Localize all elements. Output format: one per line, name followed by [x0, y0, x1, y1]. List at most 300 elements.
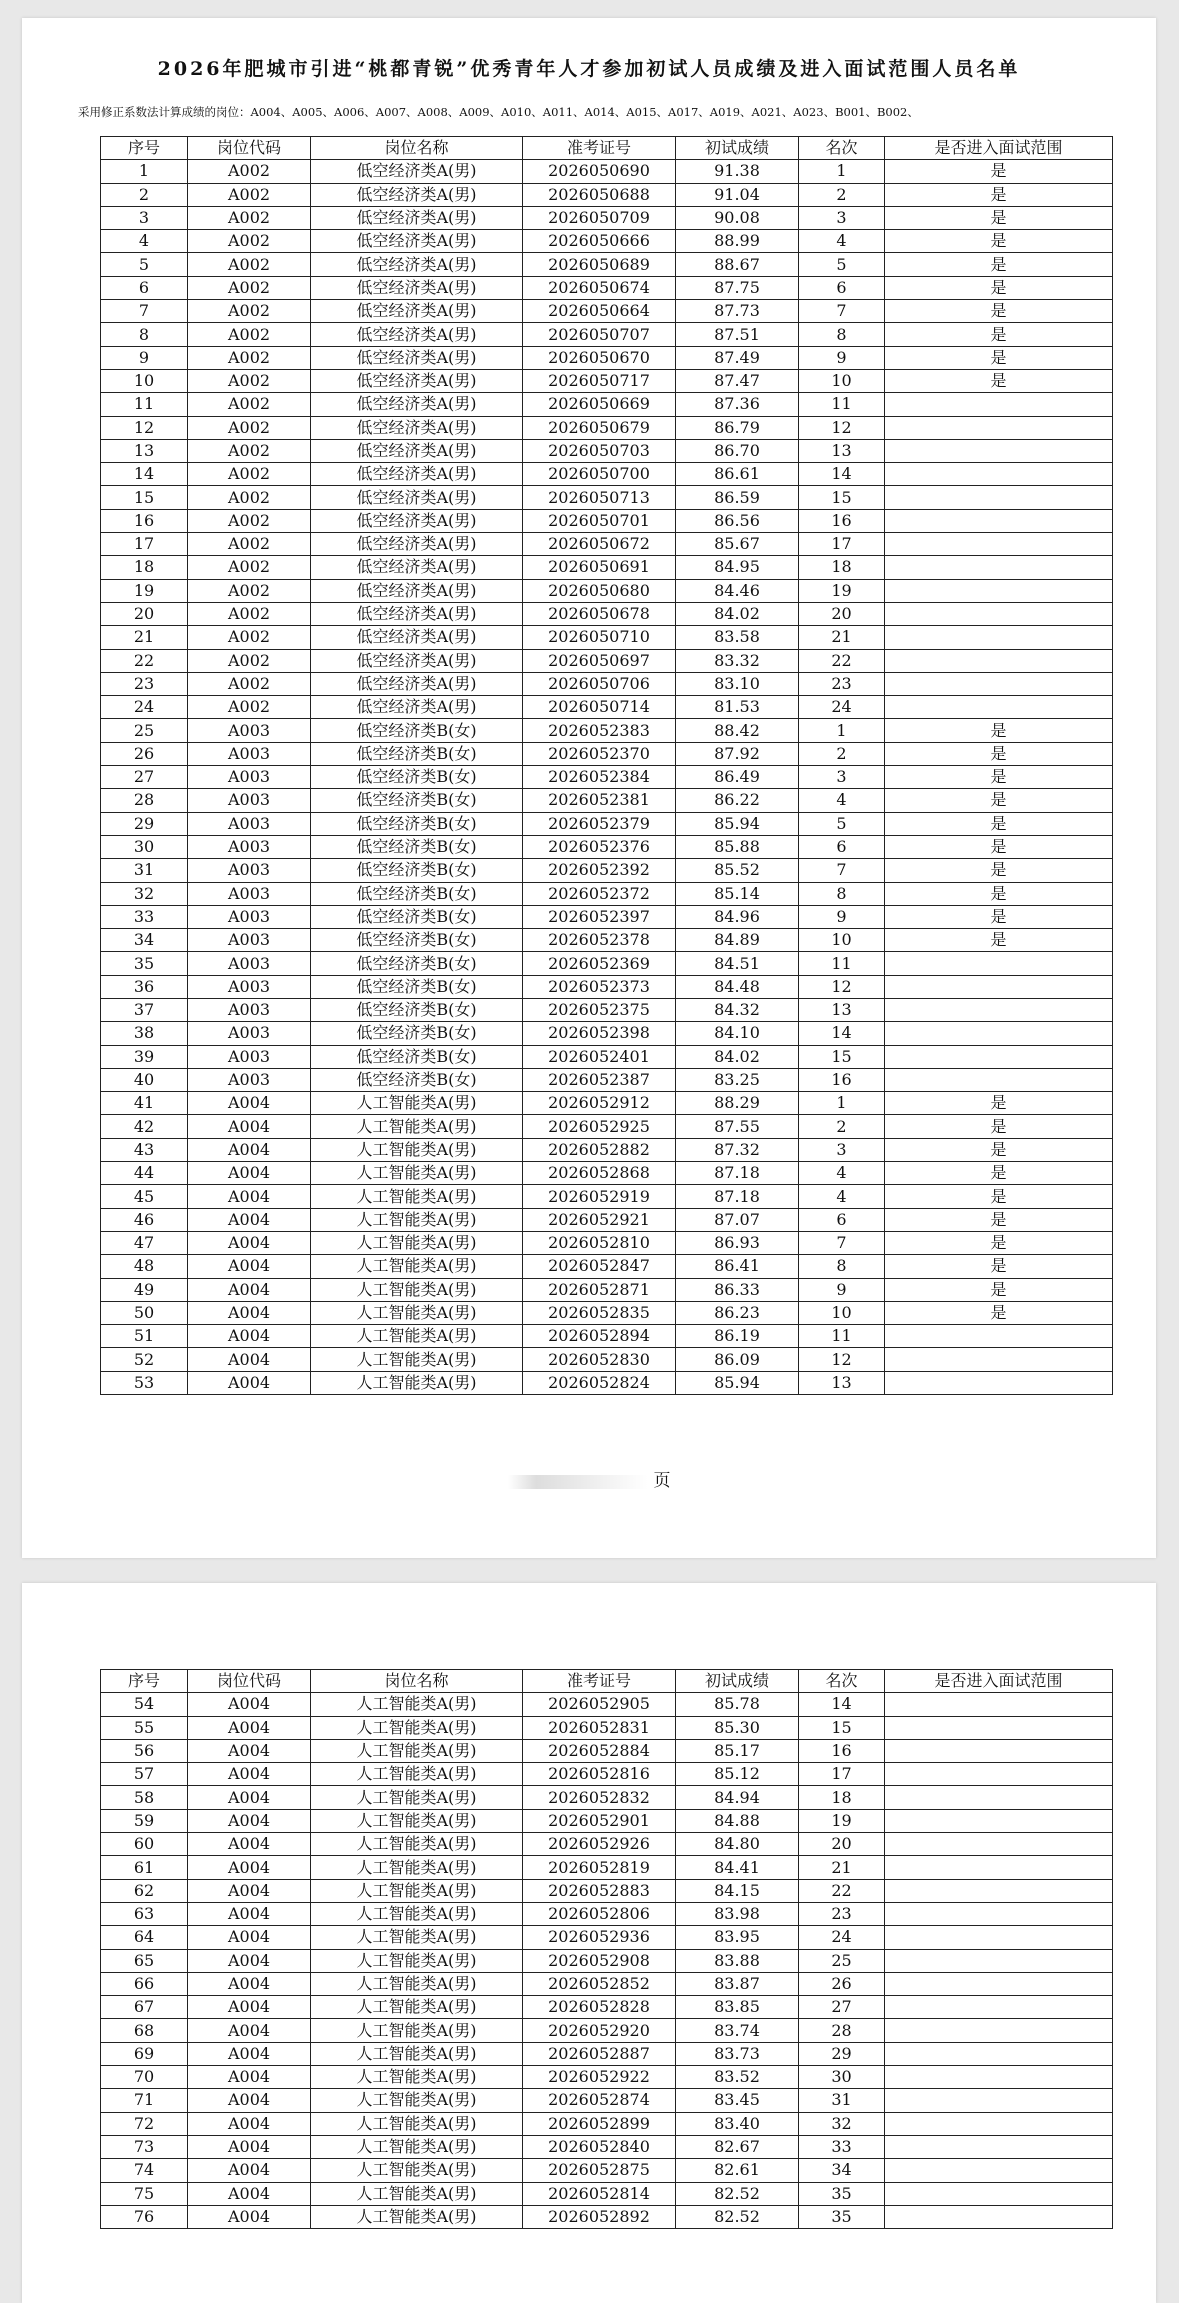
- cell-ticket-number: 2026050678: [523, 602, 676, 625]
- cell-seq: 76: [101, 2205, 188, 2228]
- cell-ticket-number: 2026052882: [523, 1138, 676, 1161]
- cell-ticket-number: 2026052912: [523, 1092, 676, 1115]
- cell-score: 83.40: [676, 2112, 799, 2135]
- cell-post-name: 人工智能类A(男): [311, 2159, 523, 2182]
- cell-seq: 11: [101, 393, 188, 416]
- cell-post-name: 低空经济类A(男): [311, 533, 523, 556]
- table-row: [101, 206, 1113, 229]
- cell-ticket-number: 2026052847: [523, 1255, 676, 1278]
- cell-score: 84.80: [676, 1833, 799, 1856]
- cell-interview: [885, 2089, 1113, 2112]
- cell-post-code: A003: [188, 998, 311, 1021]
- cell-score: 87.36: [676, 393, 799, 416]
- cell-interview: [885, 1763, 1113, 1786]
- cell-interview: 是: [885, 882, 1113, 905]
- cell-score: 83.98: [676, 1902, 799, 1925]
- cell-post-name: 低空经济类A(男): [311, 649, 523, 672]
- cell-seq: 23: [101, 672, 188, 695]
- table-row: [101, 1068, 1113, 1091]
- cell-interview: 是: [885, 1115, 1113, 1138]
- cell-seq: 57: [101, 1763, 188, 1786]
- cell-post-name: 人工智能类A(男): [311, 1115, 523, 1138]
- page-number-blurred: [508, 1475, 648, 1489]
- cell-seq: 25: [101, 719, 188, 742]
- cell-score: 86.70: [676, 439, 799, 462]
- table-row: [101, 835, 1113, 858]
- cell-rank: 7: [799, 1231, 885, 1254]
- cell-ticket-number: 2026050707: [523, 323, 676, 346]
- correction-note: 采用修正系数法计算成绩的岗位：A004、A005、A006、A007、A008、A009、A010、A011、A014、A015、A017、A019、A021、A023、B001、B002、: [78, 105, 919, 119]
- cell-interview: 是: [885, 905, 1113, 928]
- cell-ticket-number: 2026052816: [523, 1763, 676, 1786]
- table-row: [101, 183, 1113, 206]
- cell-rank: 4: [799, 230, 885, 253]
- cell-rank: 9: [799, 1278, 885, 1301]
- cell-post-code: A004: [188, 2042, 311, 2065]
- cell-post-name: 人工智能类A(男): [311, 1949, 523, 1972]
- cell-post-code: A003: [188, 719, 311, 742]
- cell-interview: [885, 1902, 1113, 1925]
- cell-rank: 4: [799, 1185, 885, 1208]
- cell-ticket-number: 2026052922: [523, 2066, 676, 2089]
- table-row: [101, 1926, 1113, 1949]
- cell-rank: 15: [799, 1045, 885, 1068]
- cell-seq: 58: [101, 1786, 188, 1809]
- cell-score: 83.52: [676, 2066, 799, 2089]
- cell-post-code: A003: [188, 835, 311, 858]
- cell-rank: 29: [799, 2042, 885, 2065]
- cell-post-code: A002: [188, 579, 311, 602]
- cell-ticket-number: 2026052369: [523, 952, 676, 975]
- cell-post-code: A004: [188, 2205, 311, 2228]
- cell-rank: 15: [799, 486, 885, 509]
- table-row: [101, 1348, 1113, 1371]
- cell-interview: 是: [885, 719, 1113, 742]
- table-row: [101, 2019, 1113, 2042]
- cell-interview: [885, 1693, 1113, 1716]
- cell-seq: 34: [101, 929, 188, 952]
- cell-score: 83.85: [676, 1996, 799, 2019]
- cell-post-code: A004: [188, 1208, 311, 1231]
- cell-seq: 19: [101, 579, 188, 602]
- cell-post-code: A003: [188, 882, 311, 905]
- cell-post-name: 低空经济类B(女): [311, 929, 523, 952]
- cell-seq: 52: [101, 1348, 188, 1371]
- cell-post-name: 低空经济类A(男): [311, 439, 523, 462]
- cell-score: 82.67: [676, 2135, 799, 2158]
- cell-rank: 23: [799, 672, 885, 695]
- cell-seq: 21: [101, 626, 188, 649]
- cell-seq: 56: [101, 1739, 188, 1762]
- cell-rank: 15: [799, 1716, 885, 1739]
- cell-seq: 28: [101, 789, 188, 812]
- table-row: [101, 1902, 1113, 1925]
- cell-seq: 47: [101, 1231, 188, 1254]
- cell-rank: 22: [799, 649, 885, 672]
- cell-ticket-number: 2026052824: [523, 1371, 676, 1394]
- cell-rank: 10: [799, 929, 885, 952]
- cell-ticket-number: 2026052936: [523, 1926, 676, 1949]
- cell-post-name: 低空经济类A(男): [311, 230, 523, 253]
- cell-seq: 31: [101, 859, 188, 882]
- cell-post-code: A004: [188, 1856, 311, 1879]
- cell-interview: [885, 393, 1113, 416]
- table-row: [101, 2089, 1113, 2112]
- cell-post-code: A004: [188, 1255, 311, 1278]
- header-score: 初试成绩: [676, 1670, 799, 1693]
- cell-rank: 6: [799, 835, 885, 858]
- cell-interview: [885, 1833, 1113, 1856]
- cell-score: 87.55: [676, 1115, 799, 1138]
- table-row: [101, 300, 1113, 323]
- cell-post-code: A004: [188, 2112, 311, 2135]
- cell-rank: 8: [799, 323, 885, 346]
- header-post-name: 岗位名称: [311, 137, 523, 160]
- table-row: [101, 346, 1113, 369]
- cell-ticket-number: 2026052392: [523, 859, 676, 882]
- cell-post-name: 人工智能类A(男): [311, 1371, 523, 1394]
- cell-ticket-number: 2026052884: [523, 1739, 676, 1762]
- cell-rank: 18: [799, 556, 885, 579]
- cell-post-name: 人工智能类A(男): [311, 1879, 523, 1902]
- cell-rank: 3: [799, 1138, 885, 1161]
- cell-post-name: 低空经济类B(女): [311, 998, 523, 1021]
- cell-interview: [885, 1068, 1113, 1091]
- cell-ticket-number: 2026052828: [523, 1996, 676, 2019]
- cell-interview: [885, 416, 1113, 439]
- cell-post-code: A004: [188, 2135, 311, 2158]
- cell-seq: 60: [101, 1833, 188, 1856]
- table-row: [101, 2205, 1113, 2228]
- cell-ticket-number: 2026052376: [523, 835, 676, 858]
- cell-post-code: A002: [188, 183, 311, 206]
- cell-rank: 32: [799, 2112, 885, 2135]
- cell-seq: 67: [101, 1996, 188, 2019]
- cell-interview: [885, 975, 1113, 998]
- cell-ticket-number: 2026050672: [523, 533, 676, 556]
- cell-seq: 8: [101, 323, 188, 346]
- table-row: [101, 1162, 1113, 1185]
- cell-seq: 73: [101, 2135, 188, 2158]
- cell-rank: 5: [799, 253, 885, 276]
- cell-post-name: 低空经济类A(男): [311, 416, 523, 439]
- cell-ticket-number: 2026052810: [523, 1231, 676, 1254]
- cell-post-code: A004: [188, 1716, 311, 1739]
- cell-post-name: 人工智能类A(男): [311, 2135, 523, 2158]
- table-row: [101, 1879, 1113, 1902]
- cell-score: 85.78: [676, 1693, 799, 1716]
- cell-seq: 4: [101, 230, 188, 253]
- table-row: [101, 812, 1113, 835]
- cell-rank: 12: [799, 1348, 885, 1371]
- cell-seq: 43: [101, 1138, 188, 1161]
- cell-score: 87.07: [676, 1208, 799, 1231]
- cell-post-code: A002: [188, 533, 311, 556]
- cell-seq: 38: [101, 1022, 188, 1045]
- cell-post-name: 人工智能类A(男): [311, 1763, 523, 1786]
- cell-ticket-number: 2026052868: [523, 1162, 676, 1185]
- cell-score: 86.19: [676, 1325, 799, 1348]
- cell-rank: 30: [799, 2066, 885, 2089]
- cell-score: 85.67: [676, 533, 799, 556]
- table-row: [101, 416, 1113, 439]
- cell-post-code: A004: [188, 1902, 311, 1925]
- cell-rank: 28: [799, 2019, 885, 2042]
- cell-interview: [885, 696, 1113, 719]
- cell-interview: [885, 509, 1113, 532]
- cell-score: 83.88: [676, 1949, 799, 1972]
- table-row: [101, 602, 1113, 625]
- cell-ticket-number: 2026050706: [523, 672, 676, 695]
- cell-post-code: A004: [188, 1879, 311, 1902]
- cell-interview: 是: [885, 1185, 1113, 1208]
- cell-score: 85.94: [676, 1371, 799, 1394]
- cell-interview: [885, 1022, 1113, 1045]
- cell-post-name: 低空经济类B(女): [311, 975, 523, 998]
- cell-score: 84.96: [676, 905, 799, 928]
- cell-interview: 是: [885, 789, 1113, 812]
- cell-post-code: A002: [188, 369, 311, 392]
- cell-score: 85.14: [676, 882, 799, 905]
- table-row: [101, 1278, 1113, 1301]
- cell-interview: [885, 1348, 1113, 1371]
- cell-score: 88.29: [676, 1092, 799, 1115]
- cell-interview: [885, 1045, 1113, 1068]
- cell-ticket-number: 2026050713: [523, 486, 676, 509]
- cell-interview: [885, 1786, 1113, 1809]
- cell-post-code: A004: [188, 1162, 311, 1185]
- cell-score: 85.17: [676, 1739, 799, 1762]
- cell-interview: [885, 2066, 1113, 2089]
- cell-ticket-number: 2026050670: [523, 346, 676, 369]
- cell-ticket-number: 2026052832: [523, 1786, 676, 1809]
- cell-rank: 21: [799, 1856, 885, 1879]
- cell-post-code: A002: [188, 486, 311, 509]
- cell-post-name: 人工智能类A(男): [311, 1902, 523, 1925]
- cell-post-name: 人工智能类A(男): [311, 1092, 523, 1115]
- cell-post-code: A004: [188, 2019, 311, 2042]
- table-row: [101, 1739, 1113, 1762]
- cell-score: 84.95: [676, 556, 799, 579]
- table-header-row: [101, 1670, 1113, 1693]
- table-row: [101, 2066, 1113, 2089]
- table-row: [101, 1972, 1113, 1995]
- cell-post-code: A004: [188, 1138, 311, 1161]
- cell-interview: [885, 1325, 1113, 1348]
- header-post-code: 岗位代码: [188, 137, 311, 160]
- header-post-code: 岗位代码: [188, 1670, 311, 1693]
- cell-score: 87.18: [676, 1162, 799, 1185]
- cell-post-name: 低空经济类A(男): [311, 183, 523, 206]
- cell-score: 84.88: [676, 1809, 799, 1832]
- cell-rank: 16: [799, 1739, 885, 1762]
- cell-interview: 是: [885, 323, 1113, 346]
- cell-score: 84.46: [676, 579, 799, 602]
- cell-seq: 51: [101, 1325, 188, 1348]
- cell-ticket-number: 2026052921: [523, 1208, 676, 1231]
- cell-interview: 是: [885, 300, 1113, 323]
- cell-score: 85.52: [676, 859, 799, 882]
- cell-post-code: A004: [188, 1763, 311, 1786]
- cell-post-code: A004: [188, 1833, 311, 1856]
- cell-post-code: A004: [188, 1809, 311, 1832]
- table-row: [101, 533, 1113, 556]
- cell-score: 86.79: [676, 416, 799, 439]
- cell-ticket-number: 2026052905: [523, 1693, 676, 1716]
- cell-ticket-number: 2026052840: [523, 2135, 676, 2158]
- cell-score: 87.49: [676, 346, 799, 369]
- table-row: [101, 719, 1113, 742]
- cell-post-name: 人工智能类A(男): [311, 2205, 523, 2228]
- cell-rank: 8: [799, 882, 885, 905]
- cell-post-code: A004: [188, 1278, 311, 1301]
- cell-score: 82.52: [676, 2205, 799, 2228]
- table-row: [101, 1115, 1113, 1138]
- cell-ticket-number: 2026052372: [523, 882, 676, 905]
- cell-rank: 3: [799, 766, 885, 789]
- cell-interview: [885, 556, 1113, 579]
- table-row: [101, 2182, 1113, 2205]
- table-header-row: [101, 137, 1113, 160]
- cell-seq: 54: [101, 1693, 188, 1716]
- cell-interview: [885, 1716, 1113, 1739]
- cell-seq: 40: [101, 1068, 188, 1091]
- cell-score: 83.87: [676, 1972, 799, 1995]
- table-row: [101, 579, 1113, 602]
- cell-rank: 10: [799, 369, 885, 392]
- document-title: 2026年肥城市引进“桃都青锐”优秀青年人才参加初试人员成绩及进入面试范围人员名单: [157, 58, 1021, 80]
- cell-rank: 24: [799, 1926, 885, 1949]
- cell-score: 83.32: [676, 649, 799, 672]
- cell-interview: 是: [885, 1138, 1113, 1161]
- cell-rank: 12: [799, 975, 885, 998]
- cell-post-code: A003: [188, 1045, 311, 1068]
- cell-seq: 55: [101, 1716, 188, 1739]
- cell-post-code: A004: [188, 1786, 311, 1809]
- table-row: [101, 626, 1113, 649]
- cell-ticket-number: 2026050664: [523, 300, 676, 323]
- cell-rank: 17: [799, 533, 885, 556]
- table-row: [101, 929, 1113, 952]
- cell-post-code: A004: [188, 1693, 311, 1716]
- table-row: [101, 1185, 1113, 1208]
- cell-score: 85.12: [676, 1763, 799, 1786]
- table-row: [101, 1208, 1113, 1231]
- table-row: [101, 672, 1113, 695]
- cell-rank: 2: [799, 1115, 885, 1138]
- cell-score: 86.56: [676, 509, 799, 532]
- cell-score: 84.02: [676, 1045, 799, 1068]
- cell-post-name: 低空经济类A(男): [311, 672, 523, 695]
- cell-rank: 26: [799, 1972, 885, 1995]
- cell-rank: 4: [799, 789, 885, 812]
- cell-interview: 是: [885, 1301, 1113, 1324]
- cell-score: 86.33: [676, 1278, 799, 1301]
- cell-rank: 14: [799, 463, 885, 486]
- cell-score: 81.53: [676, 696, 799, 719]
- cell-score: 84.15: [676, 1879, 799, 1902]
- cell-interview: 是: [885, 206, 1113, 229]
- cell-rank: 3: [799, 206, 885, 229]
- cell-rank: 16: [799, 509, 885, 532]
- cell-rank: 21: [799, 626, 885, 649]
- header-ticket-number: 准考证号: [523, 137, 676, 160]
- cell-seq: 48: [101, 1255, 188, 1278]
- cell-rank: 9: [799, 346, 885, 369]
- cell-post-name: 人工智能类A(男): [311, 1833, 523, 1856]
- cell-score: 86.41: [676, 1255, 799, 1278]
- cell-post-name: 人工智能类A(男): [311, 1231, 523, 1254]
- cell-score: 91.38: [676, 160, 799, 183]
- cell-interview: 是: [885, 835, 1113, 858]
- cell-seq: 3: [101, 206, 188, 229]
- cell-post-name: 低空经济类A(男): [311, 602, 523, 625]
- cell-seq: 61: [101, 1856, 188, 1879]
- cell-seq: 36: [101, 975, 188, 998]
- cell-seq: 30: [101, 835, 188, 858]
- cell-ticket-number: 2026052383: [523, 719, 676, 742]
- cell-ticket-number: 2026052874: [523, 2089, 676, 2112]
- cell-post-code: A002: [188, 463, 311, 486]
- cell-ticket-number: 2026050691: [523, 556, 676, 579]
- cell-ticket-number: 2026050703: [523, 439, 676, 462]
- cell-ticket-number: 2026052814: [523, 2182, 676, 2205]
- cell-score: 83.58: [676, 626, 799, 649]
- table-row: [101, 323, 1113, 346]
- cell-seq: 75: [101, 2182, 188, 2205]
- cell-ticket-number: 2026052871: [523, 1278, 676, 1301]
- cell-interview: [885, 998, 1113, 1021]
- table-row: [101, 253, 1113, 276]
- cell-rank: 35: [799, 2182, 885, 2205]
- cell-rank: 6: [799, 1208, 885, 1231]
- cell-post-code: A003: [188, 1022, 311, 1045]
- table-row: [101, 1763, 1113, 1786]
- cell-ticket-number: 2026052378: [523, 929, 676, 952]
- cell-post-name: 低空经济类B(女): [311, 766, 523, 789]
- document-page-2: [22, 1583, 1156, 2303]
- table-row: [101, 1786, 1113, 1809]
- cell-post-name: 低空经济类A(男): [311, 160, 523, 183]
- cell-post-code: A004: [188, 1115, 311, 1138]
- cell-rank: 14: [799, 1022, 885, 1045]
- table-row: [101, 393, 1113, 416]
- table-row: [101, 509, 1113, 532]
- cell-post-code: A003: [188, 812, 311, 835]
- cell-interview: 是: [885, 812, 1113, 835]
- cell-interview: [885, 952, 1113, 975]
- cell-seq: 17: [101, 533, 188, 556]
- cell-ticket-number: 2026052381: [523, 789, 676, 812]
- cell-interview: [885, 1371, 1113, 1394]
- cell-rank: 18: [799, 1786, 885, 1809]
- cell-post-code: A004: [188, 1996, 311, 2019]
- cell-rank: 13: [799, 998, 885, 1021]
- table-row: [101, 1809, 1113, 1832]
- cell-post-name: 人工智能类A(男): [311, 2089, 523, 2112]
- cell-interview: 是: [885, 1092, 1113, 1115]
- cell-interview: [885, 1972, 1113, 1995]
- cell-post-code: A004: [188, 2159, 311, 2182]
- cell-post-name: 人工智能类A(男): [311, 1809, 523, 1832]
- cell-post-code: A004: [188, 1301, 311, 1324]
- cell-ticket-number: 2026052370: [523, 742, 676, 765]
- cell-seq: 29: [101, 812, 188, 835]
- cell-seq: 64: [101, 1926, 188, 1949]
- cell-ticket-number: 2026052926: [523, 1833, 676, 1856]
- cell-seq: 35: [101, 952, 188, 975]
- cell-post-code: A002: [188, 276, 311, 299]
